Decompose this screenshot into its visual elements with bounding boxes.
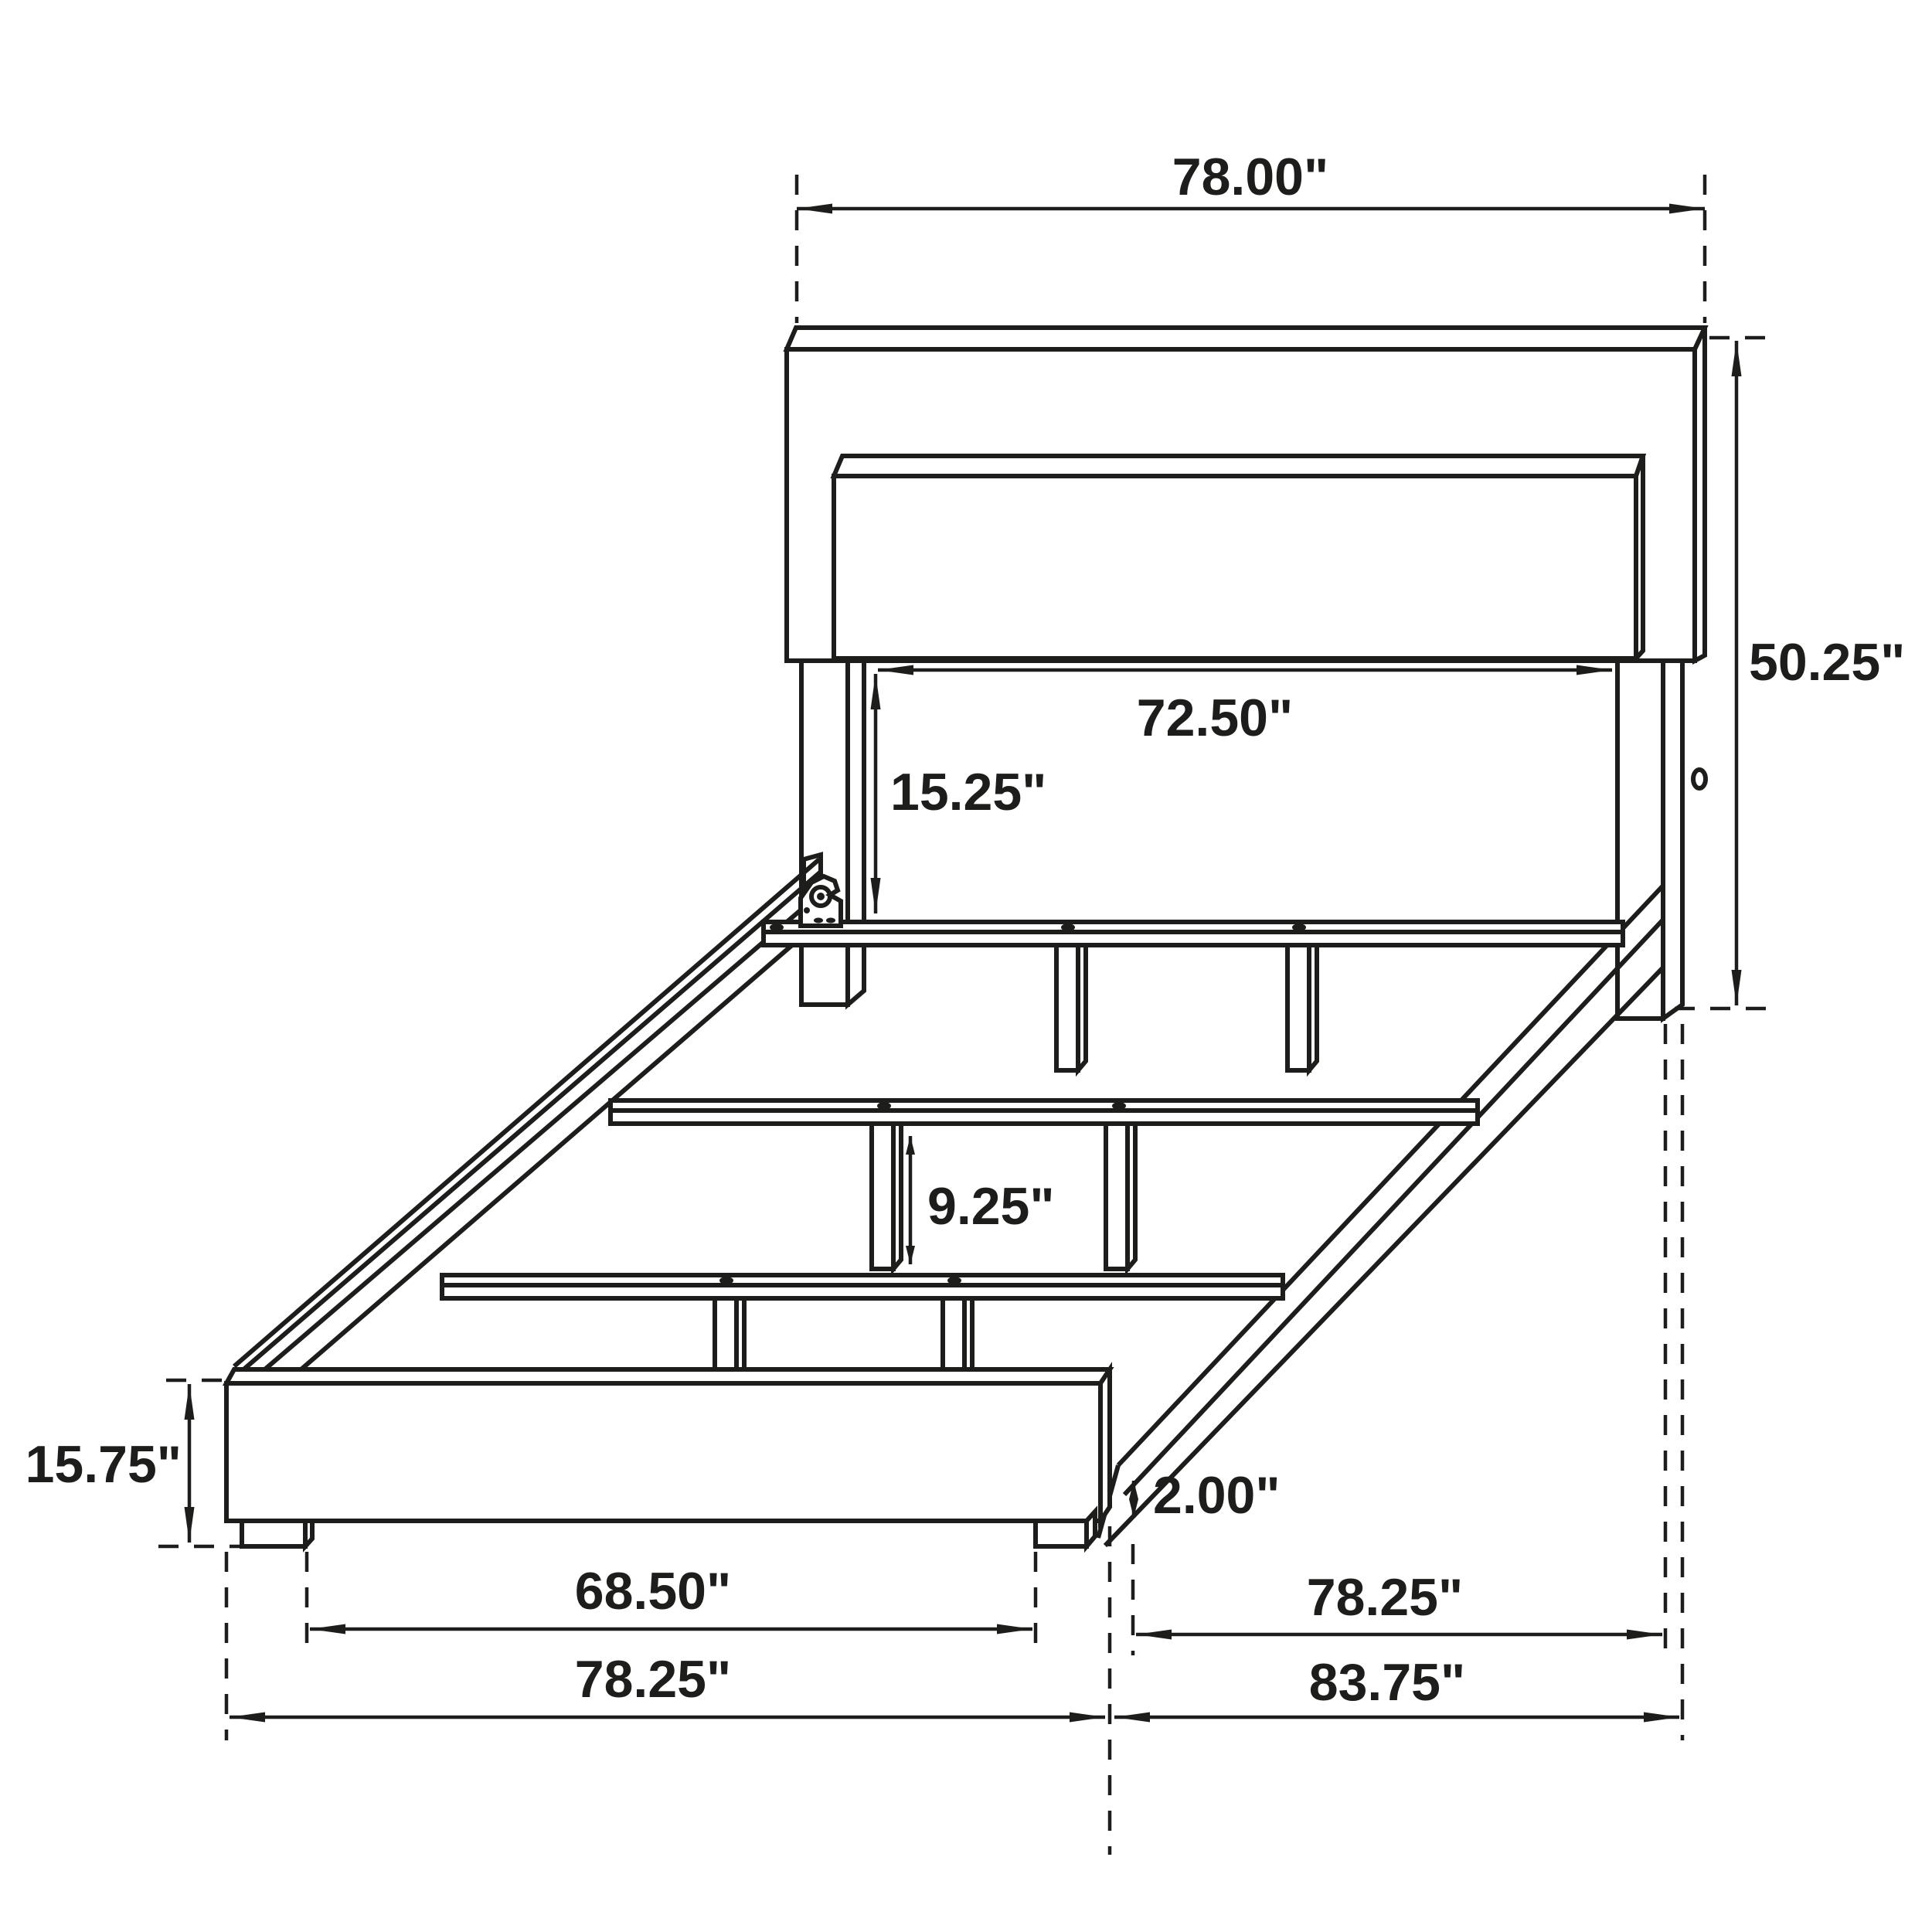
dim-label-inner-width: 72.50" — [1136, 689, 1294, 747]
headboard-left-leg — [801, 661, 864, 1005]
dim-headboard-height — [1675, 338, 1905, 1009]
dim-rail-clearance — [1134, 1466, 1281, 1525]
slat-head-support-legs — [1056, 945, 1317, 1070]
footboard-left-foot — [242, 1521, 312, 1546]
right-side-rail — [1098, 886, 1663, 1546]
dim-footboard-height — [26, 1380, 241, 1546]
dim-label-footboard-width: 78.25" — [574, 1650, 732, 1709]
dim-label-side-rail-span: 78.25" — [1306, 1568, 1464, 1627]
dim-label-headboard-height: 50.25" — [1749, 633, 1906, 692]
dim-label-slat-support: 9.25" — [927, 1177, 1055, 1236]
headboard-right-leg — [1617, 661, 1682, 1019]
dim-label-headboard-leg: 15.25" — [890, 763, 1047, 821]
headboard — [787, 328, 1706, 1019]
headboard-panel-top-face — [834, 456, 1643, 476]
dim-label-headboard-width: 78.00" — [1172, 148, 1329, 206]
dim-headboard-inner-width — [878, 670, 1612, 747]
headboard-top-face — [787, 328, 1705, 349]
dim-label-footboard-height: 15.75" — [25, 1435, 182, 1494]
footboard-front-face — [226, 1383, 1100, 1521]
dim-slat-support-height — [910, 1136, 1055, 1264]
dim-label-feet-span: 68.50" — [574, 1562, 732, 1621]
slat-head — [764, 922, 1623, 1070]
headboard-inner-panel — [834, 476, 1636, 658]
dim-feet-span — [307, 1552, 1036, 1651]
dim-headboard-width — [797, 148, 1705, 323]
footboard — [226, 1369, 1110, 1546]
dim-label-rail-clearance: 2.00" — [1153, 1466, 1281, 1525]
dim-label-overall-length: 83.75" — [1308, 1653, 1466, 1712]
dim-headboard-leg-height — [876, 674, 1046, 913]
headboard-side-knob — [1693, 770, 1706, 788]
